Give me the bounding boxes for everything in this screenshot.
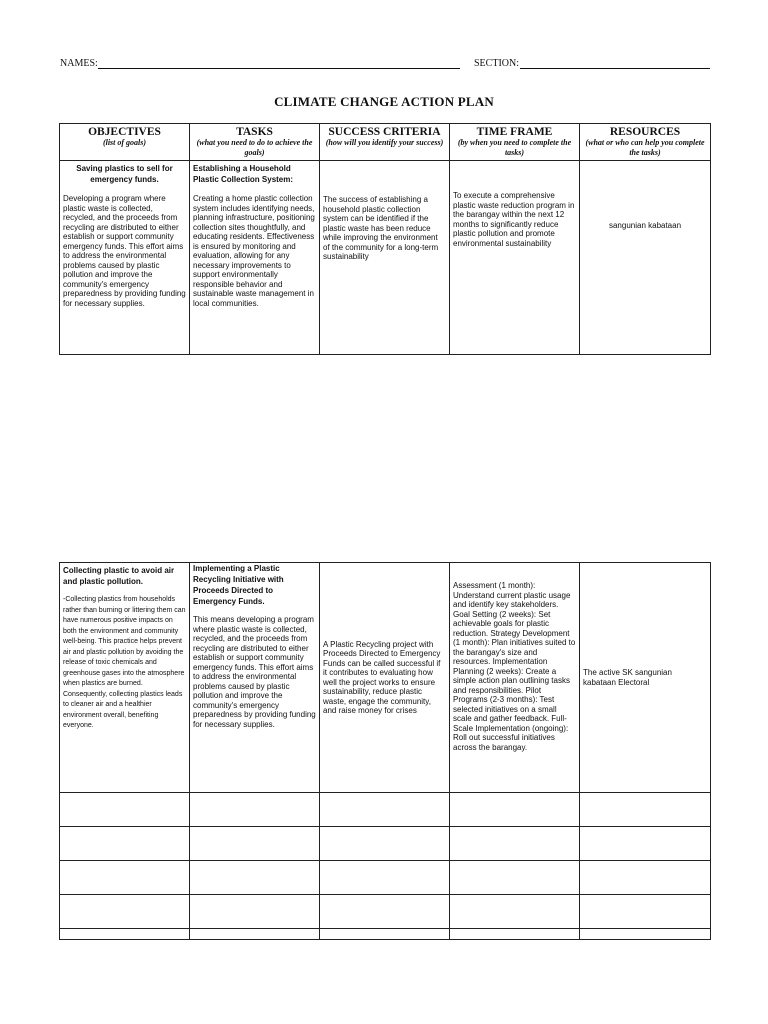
empty-cell[interactable] (580, 929, 711, 940)
task-cell[interactable] (190, 161, 320, 355)
empty-cell[interactable] (580, 827, 711, 861)
objective-text: Developing a program where plastic waste is collected, recycled, and the proceeds from recycling are distributed to either establish or support community emergency funds. This effort aims to address the environmental problems caused by plastic pollution and improve the community's emergency preparedness by providing funding for necessary supplies. (63, 194, 186, 308)
section-field[interactable] (520, 68, 710, 69)
empty-cell[interactable] (320, 793, 450, 827)
empty-cell[interactable] (450, 827, 580, 861)
success-criteria-cell[interactable] (320, 161, 450, 355)
empty-cell[interactable] (450, 929, 580, 940)
page-title: CLIMATE CHANGE ACTION PLAN (274, 94, 494, 109)
objective-text: -Collecting plastics from households rather than burning or littering them can have numerous positive impacts on both the environment and community well-being. This practice helps prevent air and plastic pollution by avoiding the release of toxic chemicals and greenhouse gases into the atmosphere when plastics are burned. Consequently, collecting plastics leads to cleaner air and a healthier environment overall, benefiting everyone. (63, 596, 186, 729)
empty-cell[interactable] (320, 895, 450, 929)
empty-row (60, 929, 711, 940)
time-frame-cell[interactable] (450, 563, 580, 793)
success-criteria-header-title: SUCCESS CRITERIA (328, 126, 441, 138)
empty-cell[interactable] (580, 793, 711, 827)
success-criteria-cell[interactable] (320, 563, 450, 793)
time-frame-text: Assessment (1 month): Understand current plastic usage and identify key stakeholders. Goal Setting (2 weeks): Set achievable goals for plastic reduction. Strategy Development (1 month): Plan initiatives suited to the barangay's size and resources. Implementation Planning (2 weeks): Create a simple action plan outlining tasks and responsibilities. Pilot Programs (2-3 months): Test selected initiatives on a small scale and gather feedback. Full-Scale Implementation (ongoing): Roll out successful initiatives across the barangay. (453, 581, 576, 752)
empty-row (60, 827, 711, 861)
empty-cell[interactable] (60, 861, 190, 895)
resources-header-subtitle: (what or who can help you complete the tasks) (585, 138, 705, 157)
empty-cell[interactable] (60, 793, 190, 827)
success-criteria-text: The success of establishing a household plastic collection system can be identified if the plastic waste has been reduce while improving the environment of the community for a long-term sustainability (323, 195, 439, 261)
empty-cell[interactable] (320, 861, 450, 895)
tasks-header (190, 124, 320, 161)
resources-header (580, 124, 711, 161)
empty-cell[interactable] (60, 895, 190, 929)
empty-cell[interactable] (580, 861, 711, 895)
success-criteria-text: A Plastic Recycling project with Proceeds Directed to Emergency Funds can be called successful if it contributes to evaluating how well the project works to ensure sustainability, reduce plastic waste, engage the community, and raise money for crises (323, 639, 441, 715)
empty-cell[interactable] (450, 861, 580, 895)
empty-cell[interactable] (190, 861, 320, 895)
objectives-header (60, 124, 190, 161)
empty-row (60, 895, 711, 929)
resources-header-title: RESOURCES (609, 126, 681, 138)
success-criteria-header (320, 124, 450, 161)
action-plan-table (59, 123, 711, 355)
task-title: Establishing a Household Plastic Collection System: (193, 164, 294, 184)
task-text: This means developing a program where plastic waste is collected, recycled, and the proceeds from recycling are distributed to either establish or support community emergency funds. This effort aims to address the environmental problems caused by plastic pollution and improve the community's emergency preparedness by providing funding for necessary supplies. (193, 615, 316, 729)
objective-title: Collecting plastic to avoid air and plastic pollution. (63, 566, 175, 586)
action-plan-table-continued (59, 562, 711, 940)
empty-cell[interactable] (320, 827, 450, 861)
empty-row (60, 793, 711, 827)
resources-cell[interactable] (580, 563, 711, 793)
empty-cell[interactable] (580, 895, 711, 929)
empty-cell[interactable] (190, 895, 320, 929)
objectives-header-title: OBJECTIVES (88, 126, 161, 138)
empty-cell[interactable] (60, 929, 190, 940)
objective-cell[interactable] (60, 563, 190, 793)
time-frame-header-subtitle: (by when you need to complete the tasks) (457, 138, 572, 157)
names-field[interactable] (98, 68, 460, 69)
empty-cell[interactable] (60, 827, 190, 861)
names-label: NAMES: (60, 58, 98, 69)
success-criteria-header-subtitle: (how will you identify your success) (325, 138, 444, 147)
task-text: Creating a home plastic collection system includes identifying needs, planning infrastructure, positioning collection sites thoughtfully, and educating residents. Effectiveness is ensured by monitoring and evaluation, allowing for any necessary improvements to support environmentally responsible behavior and sustainable waste management in local communities. (193, 194, 315, 308)
resources-cell[interactable] (580, 161, 711, 355)
table-row (60, 161, 711, 355)
empty-cell[interactable] (190, 827, 320, 861)
empty-cell[interactable] (190, 929, 320, 940)
time-frame-header (450, 124, 580, 161)
objective-cell[interactable] (60, 161, 190, 355)
time-frame-cell[interactable] (450, 161, 580, 355)
names-section-row (60, 58, 710, 72)
empty-row (60, 861, 711, 895)
section-label: SECTION: (474, 58, 519, 69)
objectives-header-subtitle: (list of goals) (102, 138, 147, 147)
empty-cell[interactable] (450, 895, 580, 929)
time-frame-header-title: TIME FRAME (476, 126, 553, 138)
task-title: Implementing a Plastic Recycling Initiative with Proceeds Directed to Emergency Funds. (193, 564, 284, 606)
table-row (60, 563, 711, 793)
empty-cell[interactable] (450, 793, 580, 827)
task-cell[interactable] (190, 563, 320, 793)
time-frame-text: To execute a comprehensive plastic waste reduction program in the barangay within the next 12 months to significantly reduce plastic pollution and promote environmental sustainability (453, 191, 575, 248)
tasks-header-subtitle: (what you need to do to achieve the goals) (196, 138, 313, 157)
tasks-header-title: TASKS (236, 126, 273, 138)
objective-title: Saving plastics to sell for emergency funds. (76, 164, 173, 184)
empty-cell[interactable] (190, 793, 320, 827)
resources-text: The active SK sangunian kabataan Electoral (583, 668, 672, 687)
header-row (60, 124, 711, 161)
empty-cell[interactable] (320, 929, 450, 940)
resources-text: sangunian kabataan (608, 221, 682, 230)
